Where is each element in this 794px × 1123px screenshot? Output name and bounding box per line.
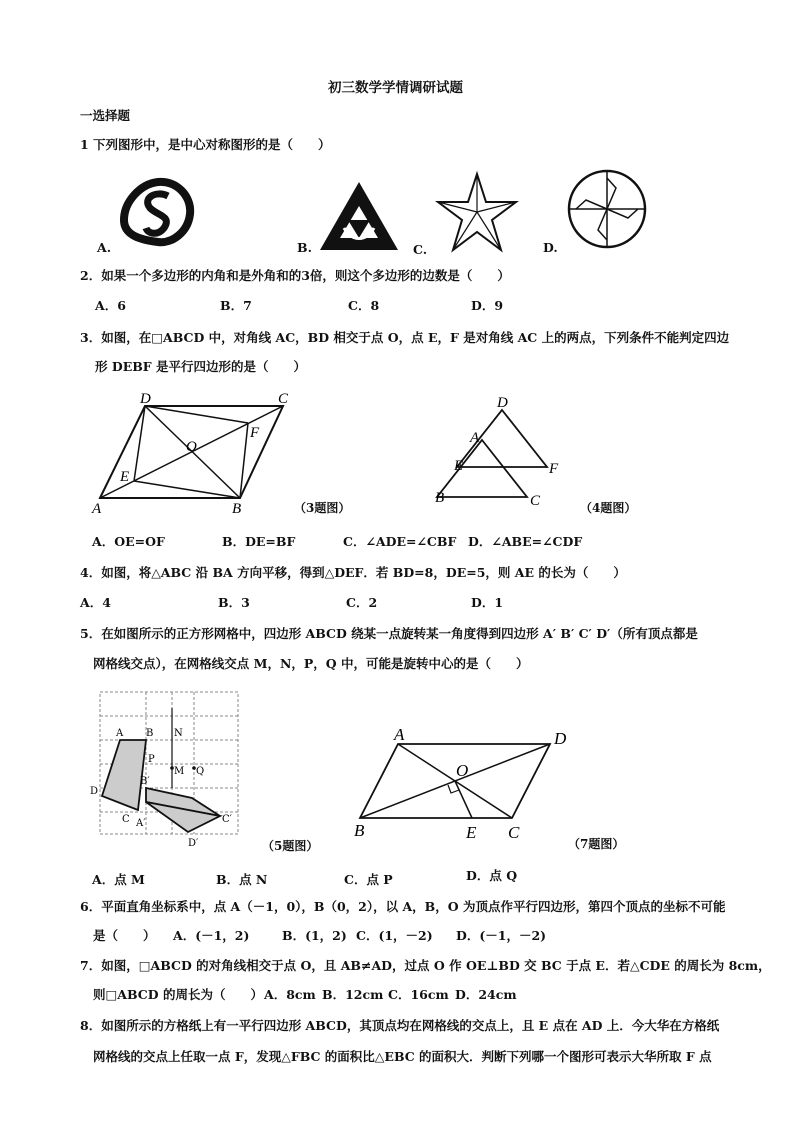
q6-stem-line2: 是（ ） — [93, 928, 156, 943]
q4-stem: 4．如图，将△ABC 沿 BA 方向平移，得到△DEF．若 BD=8，DE=5，则 AE 的长为（ ） — [80, 565, 626, 580]
q6-stem-line1: 6．平面直角坐标系中，点 A（－1，0），B（0，2），以 A，B，O 为顶点作平行四边形，第四个顶点的坐标不可能 — [80, 899, 726, 914]
q2-option-a: A．6 — [95, 298, 126, 313]
q7-label-o: O — [456, 761, 469, 780]
q7-figure — [350, 720, 580, 850]
q5-label-c: C — [122, 814, 130, 825]
q3-stem-line2: 形 DEBF 是平行四边形的是（ ） — [95, 359, 307, 374]
q6-option-b: B．(1，2) — [282, 928, 347, 943]
q2-option-b: B．7 — [220, 298, 252, 313]
q4-label-e: E — [454, 458, 464, 474]
q3-label-e: E — [120, 469, 130, 485]
q7-stem-line1: 7．如图，□ABCD 的对角线相交于点 O，且 AB≠AD，过点 O 作 OE⊥BD 交 BC 于点 E．若△CDE 的周长为 8cm， — [80, 958, 771, 973]
q4-label-a: A — [470, 430, 480, 446]
q4-option-a: A．4 — [80, 595, 111, 610]
q4-figure — [432, 395, 572, 515]
q1-option-d: D. — [543, 240, 558, 255]
page-title: 初三数学学情调研试题 — [328, 80, 463, 96]
q5-label-d-prime: D′ — [188, 838, 199, 849]
q1-option-c: C. — [413, 242, 428, 257]
q7-label-e: E — [466, 823, 477, 842]
q5-label-p: P — [148, 754, 155, 765]
q3-option-b: B．DE=BF — [222, 534, 296, 549]
q3-stem-line1: 3．如图，在□ABCD 中，对角线 AC，BD 相交于点 O，点 E，F 是对角线 AC 上的两点，下列条件不能判定四边 — [80, 330, 730, 345]
q5-option-a: A．点 M — [92, 872, 145, 887]
q4-label-c: C — [530, 493, 541, 509]
q4-option-b: B．3 — [218, 595, 250, 610]
q8-stem-line2: 网格线的交点上任取一点 F，发现△FBC 的面积比△EBC 的面积大．判断下列哪一个图形可表示大华所取 F 点 — [93, 1049, 712, 1064]
q5-figure — [88, 688, 248, 850]
q6-option-d: D．(－1，－2) — [456, 928, 547, 943]
section-heading: 一选择题 — [80, 108, 131, 123]
q5-label-d: D — [90, 786, 99, 797]
q3-option-c: C．∠ADE=∠CBF — [343, 534, 457, 549]
q1-stem: 1 下列图形中，是中心对称图形的是（ ） — [80, 137, 331, 152]
q3-caption: （3题图） — [294, 501, 351, 515]
q3-label-b: B — [232, 501, 242, 517]
q5-stem-line2: 网格线交点），在网格线交点 M，N，P，Q 中，可能是旋转中心的是（ ） — [93, 656, 529, 671]
q5-label-a: A — [116, 728, 124, 739]
q5-label-a-prime: A′ — [136, 818, 146, 829]
q7-option-c: C．16cm — [388, 987, 449, 1002]
q3-label-o: O — [186, 439, 197, 455]
q6-option-c: C．(1，－2) — [356, 928, 433, 943]
q6-option-a: A．(－1，2) — [173, 928, 250, 943]
q1-figure-d — [566, 168, 648, 250]
q3-option-d: D．∠ABE=∠CDF — [468, 534, 583, 549]
q5-label-q: Q — [196, 766, 205, 777]
q7-option-b: B．12cm — [322, 987, 384, 1002]
q5-label-b: B — [146, 728, 154, 739]
q4-label-d: D — [497, 395, 508, 411]
q3-label-f: F — [250, 425, 260, 441]
q5-label-c-prime: C′ — [222, 814, 232, 825]
q1-option-b: B. — [297, 240, 312, 255]
q7-option-d: D．24cm — [455, 987, 517, 1002]
q7-option-a: A．8cm — [264, 987, 316, 1002]
q8-stem-line1: 8．如图所示的方格纸上有一平行四边形 ABCD，其顶点均在网格线的交点上，且 E 点在 AD 上．今大华在方格纸 — [80, 1018, 720, 1033]
q7-label-d: D — [554, 729, 567, 748]
q3-label-c: C — [278, 391, 289, 407]
q7-label-b: B — [354, 821, 365, 840]
q1-figure-b — [318, 180, 400, 252]
q1-option-a: A. — [97, 240, 112, 255]
q7-stem-line2: 则□ABCD 的周长为（ ） — [93, 987, 263, 1002]
q2-option-d: D．9 — [471, 298, 504, 313]
q5-option-b: B．点 N — [216, 872, 268, 887]
q1-figure-a — [118, 176, 198, 248]
q5-label-n: N — [174, 728, 183, 739]
q3-figure — [90, 385, 300, 520]
q5-stem-line1: 5．在如图所示的正方形网格中，四边形 ABCD 绕某一点旋转某一角度得到四边形 A′ B′ C′ D′（所有顶点都是 — [80, 626, 698, 641]
q3-label-a: A — [92, 501, 102, 517]
q5-caption: （5题图） — [262, 839, 319, 853]
q7-caption: （7题图） — [568, 837, 625, 851]
q4-option-c: C．2 — [346, 595, 378, 610]
q3-option-a: A．OE=OF — [92, 534, 165, 549]
q3-label-d: D — [140, 391, 151, 407]
q7-label-a: A — [394, 725, 405, 744]
q5-option-d: D．点 Q — [466, 868, 518, 883]
q1-figure-c — [436, 172, 518, 252]
q4-option-d: D．1 — [471, 595, 504, 610]
q2-option-c: C．8 — [348, 298, 380, 313]
q5-option-c: C．点 P — [344, 872, 393, 887]
q4-label-f: F — [549, 461, 559, 477]
q5-label-b-prime: B′ — [140, 776, 150, 787]
q5-label-m: M — [174, 766, 185, 777]
q7-label-c: C — [508, 823, 520, 842]
q2-stem: 2．如果一个多边形的内角和是外角和的3倍，则这个多边形的边数是（ ） — [80, 268, 510, 283]
q4-label-b: B — [435, 490, 445, 506]
q4-caption: （4题图） — [580, 501, 637, 515]
